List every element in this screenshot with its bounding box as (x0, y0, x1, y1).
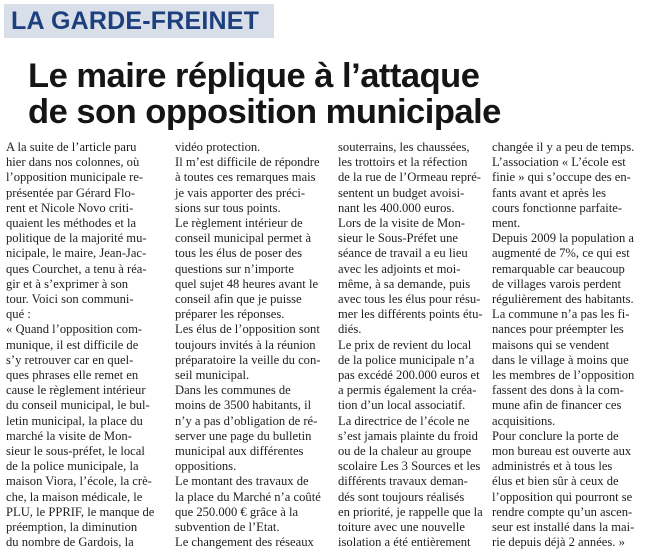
text-line: « Quand l’opposition com- (6, 322, 143, 337)
article-column-2 (175, 140, 331, 550)
text-line: sieur le sous-préfet, le local (6, 444, 145, 459)
text-line: remarquable car beaucoup (492, 261, 625, 276)
text-line: A la suite de l’article paru (6, 140, 137, 154)
text-line: sentent un budget avoisi- (338, 185, 465, 200)
text-line: les membres de l’opposition (492, 368, 635, 383)
text-line: mon bureau est ouverte aux (492, 444, 632, 459)
headline-line: Le maire réplique à l’attaque (28, 57, 480, 95)
text-line: du nombre de Gardois, la (6, 535, 134, 550)
text-line: Dans les communes de (175, 383, 291, 398)
text-line: Il m’est difficile de répondre (175, 155, 320, 170)
text-line: Le montant des travaux de (175, 474, 309, 489)
text-line: de la police municipale n’a (338, 352, 475, 367)
text-line: Depuis 2009 la population a (492, 231, 635, 246)
text-line: Le prix de revient du local (338, 337, 472, 352)
text-line: server une page du bulletin (175, 428, 312, 443)
text-line: ment. (492, 216, 521, 231)
text-line: sieur le Sous-Préfet une (338, 231, 458, 246)
text-line: ques Courchet, a tenu à réa- (6, 261, 147, 276)
text-line: scolaire Les 3 Sources et les (338, 459, 481, 474)
text-line: isolation a été entièrement (338, 535, 471, 550)
text-line: diés. (338, 322, 362, 337)
text-line: qué : (6, 307, 31, 322)
article-column-3 (338, 140, 488, 550)
text-line: quel sujet 48 heures avant le (175, 276, 319, 291)
text-line: l’opposition municipale re- (6, 170, 144, 185)
text-line: municipal aux différentes (175, 444, 304, 459)
text-line: seil municipal. (175, 368, 250, 383)
text-line: je vais apporter des préci- (175, 185, 306, 200)
text-line: n’y a pas d’obligation de ré- (175, 413, 318, 428)
text-line: marché la visite de Mon- (6, 428, 132, 443)
text-line: la place du Marché n’a coûté (175, 489, 321, 504)
text-line: nances pour préempter les (492, 322, 624, 337)
text-line: La directrice de l’école ne (338, 413, 470, 428)
text-line: tion d’un local associatif. (338, 398, 466, 413)
text-line: de la rue de l’Ormeau repré- (338, 170, 481, 185)
text-line: séance de travail a eu lieu (338, 246, 468, 261)
text-line: rie depuis déjà 2 années. » (492, 535, 625, 550)
text-line: oppositions. (175, 459, 237, 474)
text-line: les trottoirs et la réfection (338, 155, 468, 170)
text-line: rendre compte qu’un ascen- (492, 504, 633, 519)
text-line: a permis également la créa- (338, 383, 477, 398)
text-line: que 250.000 € grâce à la (175, 504, 299, 519)
article-headline (28, 58, 638, 130)
text-line: subvention de l’Etat. (175, 520, 280, 535)
text-line: gir et à s’exprimer à son (6, 276, 129, 291)
text-line: à toutes ces remarques mais (175, 170, 316, 185)
text-line: dés sont toujours réalisés (338, 489, 465, 504)
text-line: che, la maison médicale, le (6, 489, 143, 504)
text-line: acquisitions. (492, 413, 556, 428)
text-line: Les élus de l’opposition sont (175, 322, 320, 337)
text-line: munique, il est difficile de (6, 337, 139, 352)
text-line: toiture avec une nouvelle (338, 520, 465, 535)
text-line: même, à sa demande, puis (338, 276, 471, 291)
text-line: Pour conclure la porte de (492, 428, 619, 443)
text-line: de villages varois perdent (492, 276, 622, 291)
text-line: vidéo protection. (175, 140, 261, 154)
text-line: toujours invités à la réunion (175, 337, 316, 352)
text-line: cours fonctionne parfaite- (492, 200, 623, 215)
text-line: letin municipal, la place du (6, 413, 143, 428)
text-line: fants avant et après les (492, 185, 606, 200)
text-line: quaient les méthodes et la (6, 216, 137, 231)
text-line: avec les adjoints et moi- (338, 261, 461, 276)
text-line: changée il y a peu de temps. (492, 140, 635, 154)
text-line: tous les élus de poser des (175, 246, 302, 261)
text-line: dans le village à moins que (492, 352, 629, 367)
text-line: PLU, le PPRIF, le manque de (6, 504, 155, 519)
text-line: sions sur tous points. (175, 200, 281, 215)
text-line: mune afin de financer ces (492, 398, 622, 413)
text-line: rent et Nicole Novo criti- (6, 200, 134, 215)
text-line: ou de la chaleur au groupe (338, 444, 472, 459)
text-line: l’opposition qui pourront se (492, 489, 633, 504)
text-line: L’association « L’école est (492, 155, 626, 170)
text-line: pas excédé 200.000 euros et (338, 368, 480, 383)
text-line: de la police municipale, la (6, 459, 139, 474)
text-line: finie » qui s’occupe des en- (492, 170, 631, 185)
text-line: Le changement des réseaux (175, 535, 314, 550)
text-line: en priorité, je rappelle que la (338, 504, 483, 519)
headline-line: de son opposition municipale (28, 93, 501, 131)
text-line: préparer les réponses. (175, 307, 285, 322)
text-line: questions sur n’importe (175, 261, 294, 276)
text-line: seur est installé dans la mai- (492, 520, 635, 535)
text-line: Lors de la visite de Mon- (338, 216, 465, 231)
text-line: s’y retrouver car en quel- (6, 352, 134, 367)
text-line: La commune n’a pas les fi- (492, 307, 630, 322)
text-line: conseil municipal permet à (175, 231, 312, 246)
text-line: préparatoire la veille du con- (175, 352, 321, 367)
text-line: tour. Voici son communi- (6, 292, 134, 307)
text-line: maisons qui se vendent (492, 337, 610, 352)
article-column-1 (6, 140, 168, 550)
text-line: maison Viora, l’école, la crè- (6, 474, 152, 489)
text-line: conseil afin que je puisse (175, 292, 302, 307)
text-line: préemption, la diminution (6, 520, 138, 535)
section-kicker: LA GARDE-FREINET (4, 4, 274, 38)
text-line: avec tous les élus pour résu- (338, 292, 481, 307)
text-line: augmenté de 7%, ce qui est (492, 246, 630, 261)
text-line: Le règlement intérieur de (175, 216, 303, 231)
text-line: administrés et à tous les (492, 459, 613, 474)
text-line: régulièrement des habitants. (492, 292, 634, 307)
text-line: différents travaux deman- (338, 474, 468, 489)
text-line: ques phrases elle remet en (6, 368, 139, 383)
text-line: moins de 3500 habitants, il (175, 398, 312, 413)
text-line: souterrains, les chaussées, (338, 140, 470, 154)
text-line: fassent des dons à la com- (492, 383, 624, 398)
text-line: présentée par Gérard Flo- (6, 185, 136, 200)
text-line: hier dans nos colonnes, où (6, 155, 140, 170)
text-line: nant les 400.000 euros. (338, 200, 455, 215)
article-column-4 (492, 140, 644, 550)
text-line: cause le règlement intérieur (6, 383, 146, 398)
text-line: mer les différents points étu- (338, 307, 483, 322)
text-line: politique de la majorité mu- (6, 231, 147, 246)
text-line: du conseil municipal, le bul- (6, 398, 150, 413)
text-line: nicipale, le maire, Jean-Jac- (6, 246, 147, 261)
text-line: s’est jamais plainte du froid (338, 428, 478, 443)
text-line: élus et bien sûr à ceux de (492, 474, 619, 489)
